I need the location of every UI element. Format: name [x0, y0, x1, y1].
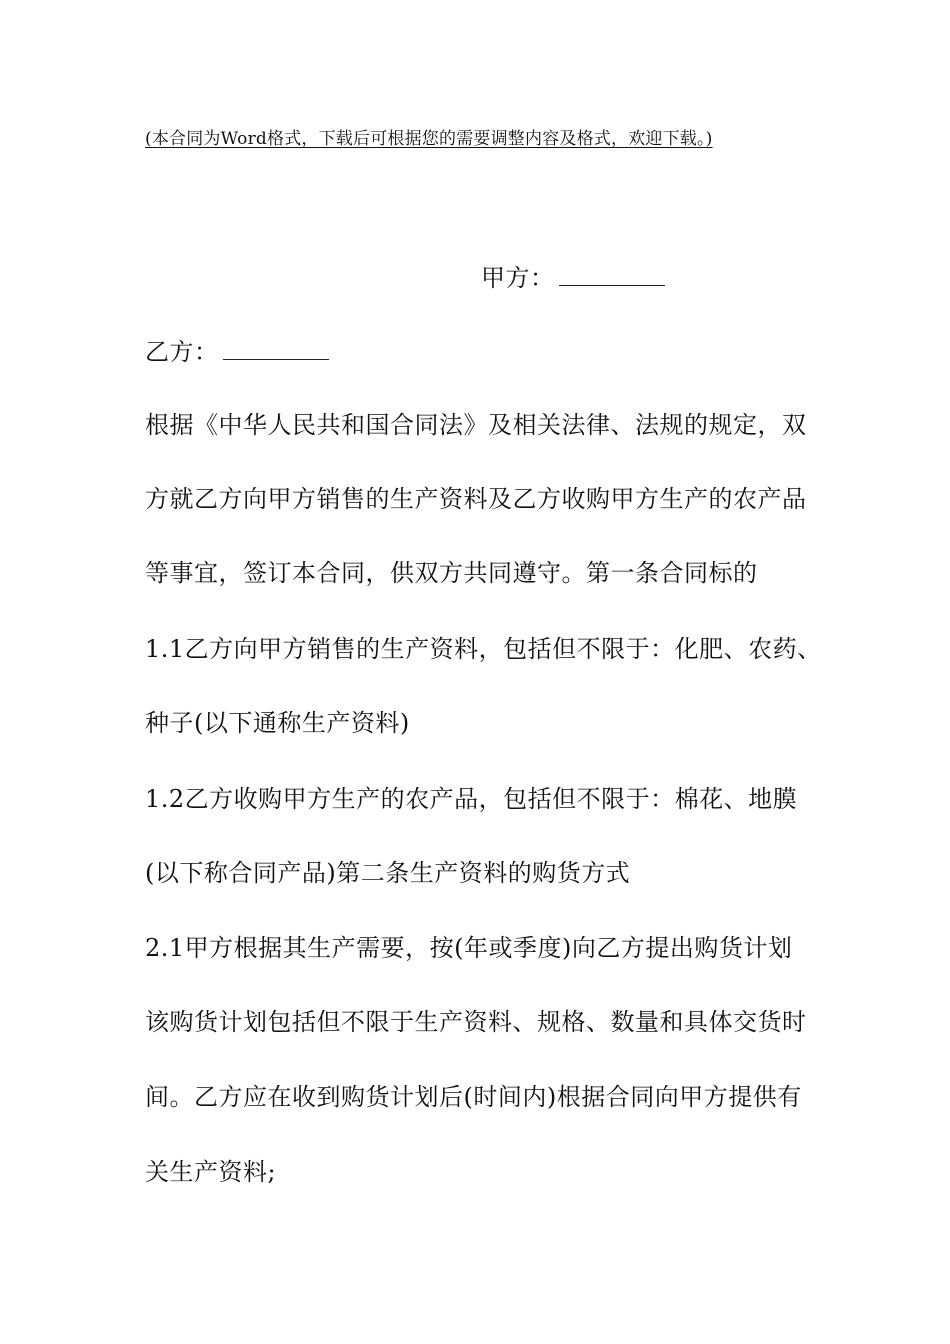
download-notice: (本合同为Word格式，下载后可根据您的需要调整内容及格式，欢迎下载。): [145, 129, 713, 149]
body-line: 等事宜，签订本合同，供双方共同遵守。第一条合同标的: [145, 559, 758, 587]
body-line: 根据《中华人民共和国合同法》及相关法律、法规的规定，双: [145, 411, 807, 439]
body-line: 该购货计划包括但不限于生产资料、规格、数量和具体交货时: [145, 1008, 807, 1036]
party-a-blank: [559, 263, 665, 286]
body-line: (以下称合同产品)第二条生产资料的购货方式: [145, 859, 631, 887]
party-a-label: 甲方：: [481, 264, 555, 292]
body-line: 间。乙方应在收到购货计划后(时间内)根据合同向甲方提供有: [145, 1083, 802, 1111]
party-b-blank: [223, 337, 329, 360]
party-b-line: [145, 336, 329, 368]
body-line: 2.1甲方根据其生产需要，按(年或季度)向乙方提出购货计划: [145, 934, 793, 962]
body-line: 1.2乙方收购甲方生产的农产品，包括但不限于：棉花、地膜: [145, 785, 798, 813]
body-line: 方就乙方向甲方销售的生产资料及乙方收购甲方生产的农产品: [145, 485, 807, 513]
body-line: 关生产资料;: [145, 1158, 277, 1186]
body-line: 种子(以下通称生产资料): [145, 709, 410, 737]
body-line: 1.1乙方向甲方销售的生产资料，包括但不限于：化肥、农药、: [145, 635, 822, 663]
party-a-line: [481, 262, 665, 294]
party-b-label: 乙方：: [145, 338, 219, 366]
